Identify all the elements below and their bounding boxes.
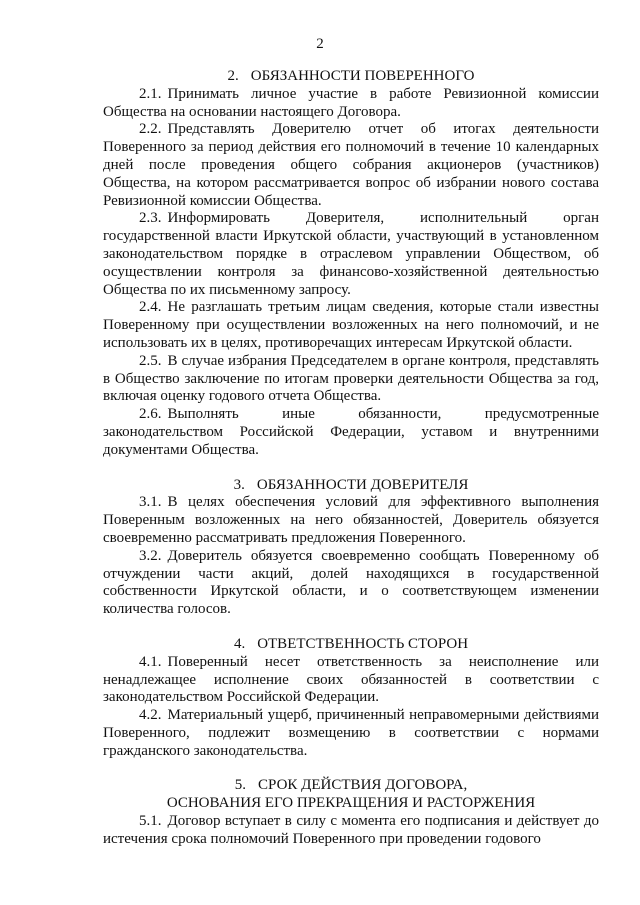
section-title-line2: ОСНОВАНИЯ ЕГО ПРЕКРАЩЕНИЯ И РАСТОРЖЕНИЯ [166, 795, 536, 812]
clause-text: Поверенный несет ответственность за неисполнение или ненадлежащее исполнение своих обязанностей в соответствии с законодательством Российской Федерации. [103, 653, 599, 706]
clause [103, 299, 599, 352]
clause-number: 5.1. [139, 813, 162, 830]
clause-number: 2.6. [139, 406, 162, 423]
section-heading [103, 68, 599, 86]
section-number: 3. [233, 476, 245, 493]
clause-text: В случае избрания Председателем в органе контроля, представлять в Общество заключение по итогам проверки деятельности Общества за год, включая оценку годового отчета Общества. [103, 352, 599, 405]
clause [103, 813, 599, 849]
clause-text: В целях обеспечения условий для эффективного выполнения Поверенным возложенных на него обязанностей, Доверитель обязуется своевременно рассматривать предложения Поверенного. [103, 494, 599, 546]
clause [103, 86, 599, 122]
document-body [103, 68, 599, 849]
clause-number: 2.5. [139, 352, 162, 369]
section-title: ОБЯЗАННОСТИ ДОВЕРИТЕЛЯ [256, 476, 469, 493]
clause-number: 4.2. [139, 707, 162, 724]
clause [103, 406, 599, 459]
section-title: ОБЯЗАННОСТИ ПОВЕРЕННОГО [250, 68, 475, 84]
clause [103, 548, 599, 619]
clause-number: 3.2. [139, 547, 162, 564]
section-heading [103, 477, 599, 495]
clause-text: Выполнять иные обязанности, предусмотренные законодательством Российской Федерации, уставом и внутренними документами Общества. [103, 406, 599, 458]
section [103, 68, 599, 460]
clause-text: Договор вступает в силу с момента его подписания и действует до истечения срока полномочий Поверенного при проведении годового [103, 813, 599, 847]
section-title: ОТВЕТСТВЕННОСТЬ СТОРОН [257, 635, 469, 652]
clause-number: 2.4. [139, 299, 162, 316]
clause-number: 3.1. [139, 494, 162, 511]
section-spacer [103, 619, 599, 636]
clause-text: Доверитель обязуется своевременно сообщать Поверенному об отчуждении части акций, долей находящихся в государственной собственности Иркутской области, и о соответствующем изменении количества голосов. [103, 547, 599, 618]
section [103, 760, 599, 848]
page-number: 2 [316, 36, 324, 52]
clause-number: 2.3. [139, 210, 162, 227]
section-number: 4. [233, 635, 246, 652]
section [103, 460, 599, 619]
clause-text: Материальный ущерб, причиненный неправомерными действиями Поверенного, подлежит возмещению в соответствии с нормами гражданского законодательства. [103, 707, 599, 759]
section-heading [103, 636, 599, 654]
clause [103, 210, 599, 299]
clause [103, 707, 599, 760]
clause [103, 121, 599, 210]
clause-number: 2.2. [139, 121, 162, 138]
clause-number: 2.1. [139, 85, 162, 102]
clause-text: Представлять Доверителю отчет об итогах деятельности Поверенного за период действия его полномочий в течение 10 календарных дней после проведения общего собрания акционеров (участников) Общества, на котором рассматривается вопрос об избрании нового состава Ревизионной комиссии Общества. [103, 121, 599, 209]
clause [103, 353, 599, 406]
section-heading [103, 777, 599, 795]
section-number: 2. [227, 68, 239, 84]
section [103, 619, 599, 761]
section-number: 5. [234, 777, 247, 794]
section-spacer [103, 760, 599, 777]
clause-text: Принимать личное участие в работе Ревизионной комиссии Общества на основании настоящего Договора. [103, 85, 599, 120]
clause-number: 4.1. [139, 653, 162, 670]
clause-text: Не разглашать третьим лицам сведения, которые стали известны Поверенному при осуществлении возложенных на него полномочий, и не использовать их в целях, противоречащих интересам Иркутской области. [103, 299, 599, 351]
section-title: СРОК ДЕЙСТВИЯ ДОГОВОРА, [258, 777, 468, 794]
clause [103, 654, 599, 707]
clause-text: Информировать Доверителя, исполнительный орган государственной власти Иркутской области, участвующий в установленном законодательством порядке в отраслевом управлении Обществом, об осуществлении контроля за финансово-хозяйственной деятельностью Общества по их письменному запросу. [103, 210, 599, 298]
section-spacer [103, 460, 599, 477]
clause [103, 494, 599, 547]
